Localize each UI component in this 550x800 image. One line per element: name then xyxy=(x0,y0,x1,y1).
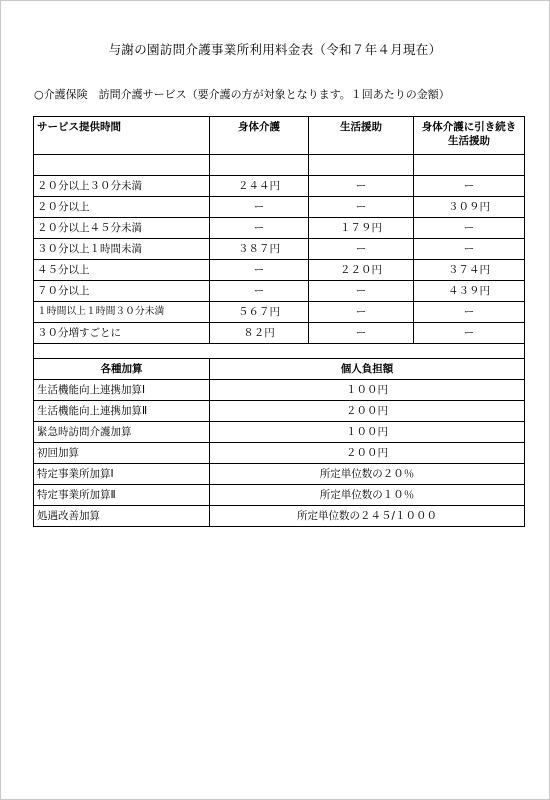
table-row xyxy=(34,302,525,323)
table-row xyxy=(34,485,525,506)
cell-charge: ２００円 xyxy=(210,443,525,464)
cell-combined: ー xyxy=(414,302,525,323)
cell-combined: ４３９円 xyxy=(414,281,525,302)
cell-addition: 特定事業所加算Ⅰ xyxy=(34,464,210,485)
cell-addition: 処遇改善加算 xyxy=(34,506,210,527)
table-row xyxy=(34,380,525,401)
cell-time: ４５分以上 xyxy=(34,260,210,281)
blank-row xyxy=(34,155,525,176)
cell-addition: 生活機能向上連携加算Ⅰ xyxy=(34,380,210,401)
separator-row xyxy=(34,344,525,359)
header-physical-then-living: 身体介護に引き続き生活援助 xyxy=(414,117,525,155)
cell-living: ー xyxy=(309,239,414,260)
cell-time: ７０分以上 xyxy=(34,281,210,302)
cell-living: ー xyxy=(309,176,414,197)
service-header-row xyxy=(34,117,525,155)
table-row xyxy=(34,281,525,302)
table-row xyxy=(34,422,525,443)
cell-living: ー xyxy=(309,281,414,302)
cell-physical: ８２円 xyxy=(210,323,309,344)
header-personal-charge: 個人負担額 xyxy=(210,359,525,380)
cell-combined: ３７４円 xyxy=(414,260,525,281)
cell-living: ー xyxy=(309,302,414,323)
cell-time: ２０分以上３０分未満 xyxy=(34,176,210,197)
addition-header-row xyxy=(34,359,525,380)
cell-addition: 初回加算 xyxy=(34,443,210,464)
cell-charge: 所定単位数の２０％ xyxy=(210,464,525,485)
cell-combined: ー xyxy=(414,218,525,239)
cell-time: ３０分増すごとに xyxy=(34,323,210,344)
section-subtitle: ○介護保険 訪問介護サービス（要介護の方が対象となります。１回あたりの金額） xyxy=(34,88,450,101)
table-row xyxy=(34,260,525,281)
cell-combined: ー xyxy=(414,239,525,260)
cell-living: １７９円 xyxy=(309,218,414,239)
table-row xyxy=(34,176,525,197)
header-service-time: サービス提供時間 xyxy=(34,117,210,155)
cell-physical: ５６７円 xyxy=(210,302,309,323)
cell-charge: 所定単位数の１０％ xyxy=(210,485,525,506)
cell-physical: ２４４円 xyxy=(210,176,309,197)
header-physical-care: 身体介護 xyxy=(210,117,309,155)
table-row xyxy=(34,218,525,239)
cell-combined: ー xyxy=(414,323,525,344)
cell-living: ２２０円 xyxy=(309,260,414,281)
cell-addition: 生活機能向上連携加算Ⅱ xyxy=(34,401,210,422)
cell-physical: ー xyxy=(210,218,309,239)
cell-physical: ー xyxy=(210,197,309,218)
table-row xyxy=(34,323,525,344)
cell-charge: 所定単位数の２４５/１０００ xyxy=(210,506,525,527)
table-row xyxy=(34,506,525,527)
cell-physical: ３８７円 xyxy=(210,239,309,260)
table-row xyxy=(34,443,525,464)
cell-time: ３０分以上１時間未満 xyxy=(34,239,210,260)
cell-combined: ー xyxy=(414,176,525,197)
fee-table xyxy=(33,116,525,527)
cell-living: ー xyxy=(309,323,414,344)
cell-time: １時間以上１時間３０分未満 xyxy=(34,302,210,323)
cell-time: ２０分以上４５分未満 xyxy=(34,218,210,239)
cell-physical: ー xyxy=(210,260,309,281)
cell-living: ー xyxy=(309,197,414,218)
cell-charge: １００円 xyxy=(210,380,525,401)
table-row xyxy=(34,239,525,260)
header-addition-type: 各種加算 xyxy=(34,359,210,380)
page-title: 与謝の園訪問介護事業所利用料金表（令和７年４月現在） xyxy=(108,42,442,57)
cell-physical: ー xyxy=(210,281,309,302)
table-row xyxy=(34,401,525,422)
header-living-support: 生活援助 xyxy=(309,117,414,155)
table-row xyxy=(34,197,525,218)
cell-charge: １００円 xyxy=(210,422,525,443)
cell-time: ２０分以上 xyxy=(34,197,210,218)
table-row xyxy=(34,464,525,485)
cell-combined: ３０９円 xyxy=(414,197,525,218)
cell-charge: ２００円 xyxy=(210,401,525,422)
cell-addition: 特定事業所加算Ⅱ xyxy=(34,485,210,506)
cell-addition: 緊急時訪問介護加算 xyxy=(34,422,210,443)
